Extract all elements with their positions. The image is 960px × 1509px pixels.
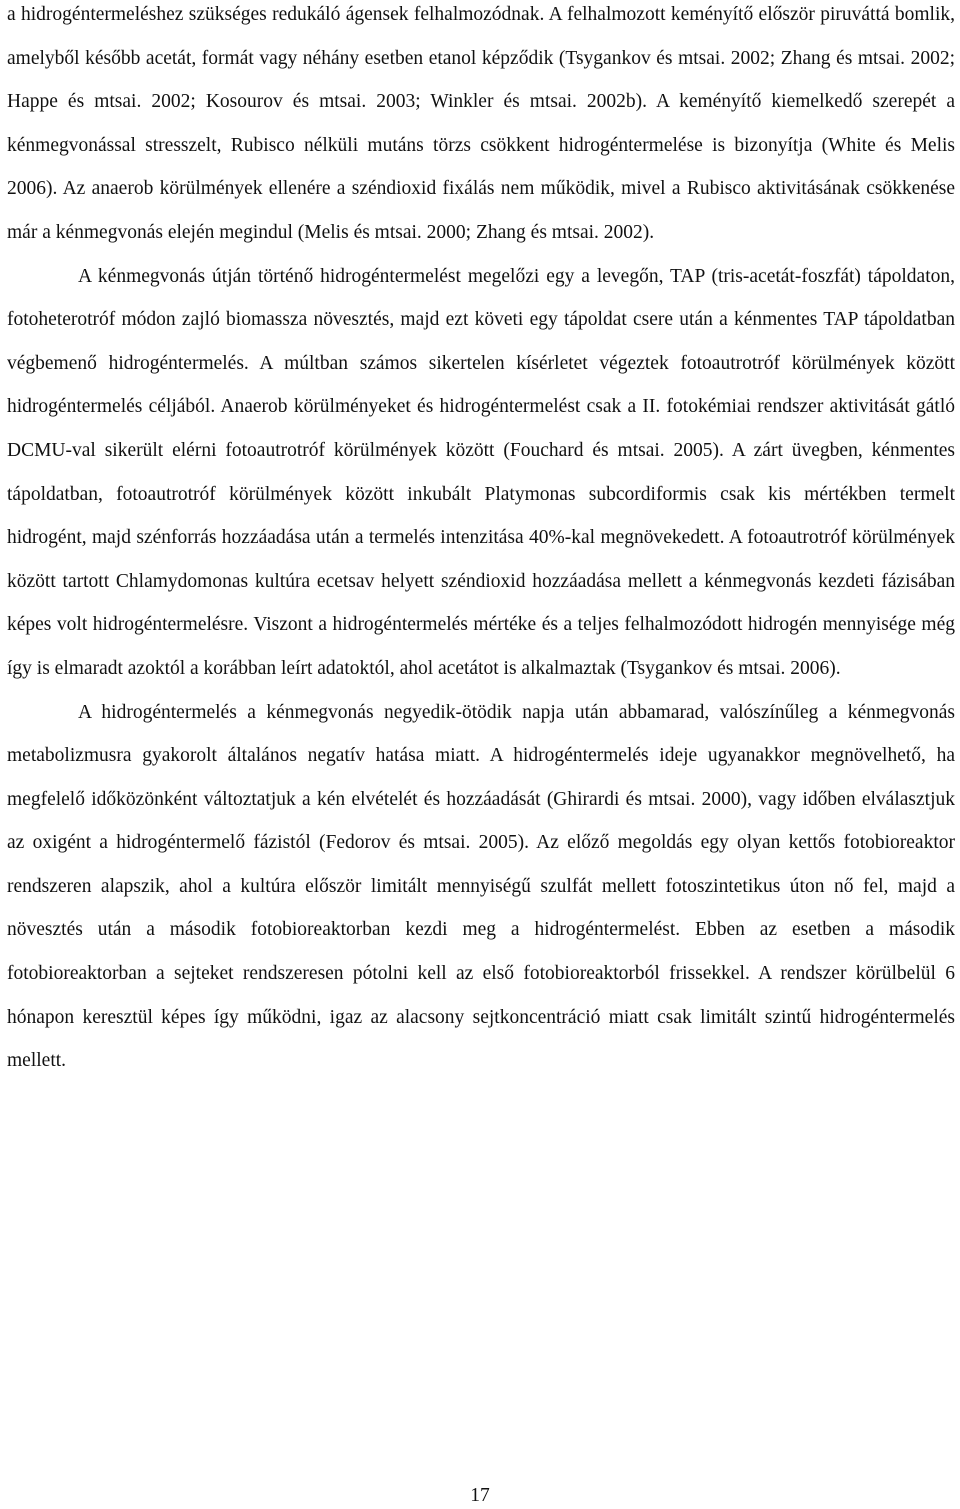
paragraph-3: A hidrogéntermelés a kénmegvonás negyedik-ötödik napja után abbamarad, valószínűleg a kénmegvonás metabolizmusra gyakorolt általános negatív hatása miatt. A hidrogéntermelés ideje ugyanakkor megnövelhető, ha megfelelő időközönként változtatjuk a kén elvételét és hozzáadását (Ghirardi és mtsai. 2000), vagy időben elválasztjuk az oxigént a hidrogéntermelő fázistól (Fedorov és mtsai. 2005). Az előző megoldás egy olyan kettős fotobioreaktor rendszeren alapszik, ahol a kultúra először limitált mennyiségű szulfát mellett fotoszintetikus úton nő fel, majd a növesztés után a második fotobioreaktorban kezdi meg a hidrogéntermelést. Ebben az esetben a második fotobioreaktorban a sejteket rendszeresen pótolni kell az első fotobioreaktorból frissekkel. A rendszer körülbelül 6 hónapon keresztül képes így működni, igaz az alacsony sejtkoncentráció miatt csak limitált szintű hidrogéntermelés mellett. [7,701,955,1072]
paragraph-2: A kénmegvonás útján történő hidrogéntermelést megelőzi egy a levegőn, TAP (tris-acetát-foszfát) tápoldaton, fotoheterotróf módon zajló biomassza növesztés, majd ezt követi egy tápoldat csere után a kénmentes TAP tápoldatban végbemenő hidrogéntermelés. A múltban számos sikertelen kísérletet végeztek fotoautrotróf körülmények között hidrogéntermelés céljából. Anaerob körülményeket és hidrogéntermelést csak a II. fotokémiai rendszer aktivitását gátló DCMU-val sikerült elérni fotoautrotróf körülmények között (Fouchard és mtsai. 2005). A zárt üvegben, kénmentes tápoldatban, fotoautrotróf körülmények között inkubált Platymonas subcordiformis csak kis mértékben termelt hidrogént, majd szénforrás hozzáadása után a termelés intenzitása 40%-kal megnövekedett. A fotoautrotróf körülmények között tartott Chlamydomonas kultúra ecetsav helyett széndioxid hozzáadása mellett a kénmegvonás kezdeti fázisában képes volt hidrogéntermelésre. Viszont a hidrogéntermelés mértéke és a teljes felhalmozódott hidrogén mennyisége még így is elmaradt azoktól a korábban leírt adatoktól, ahol acetátot is alkalmaztak (Tsygankov és mtsai. 2006). [7,265,955,679]
page-number: 17 [470,1485,490,1506]
page-body [7,0,955,1083]
paragraph-1: a hidrogéntermeléshez szükséges redukáló ágensek felhalmozódnak. A felhalmozott keményítő először piruváttá bomlik, amelyből később acetát, formát vagy néhány esetben etanol képződik (Tsygankov és mtsai. 2002; Zhang és mtsai. 2002; Happe és mtsai. 2002; Kosourov és mtsai. 2003; Winkler és mtsai. 2002b). A keményítő kiemelkedő szerepét a kénmegvonással stresszelt, Rubisco nélküli mutáns törzs csökkent hidrogéntermelése is bizonyítja (White és Melis 2006). Az anaerob körülmények ellenére a széndioxid fixálás nem működik, mivel a Rubisco aktivitásának csökkenése már a kénmegvonás elején megindul (Melis és mtsai. 2000; Zhang és mtsai. 2002). [7,4,955,243]
